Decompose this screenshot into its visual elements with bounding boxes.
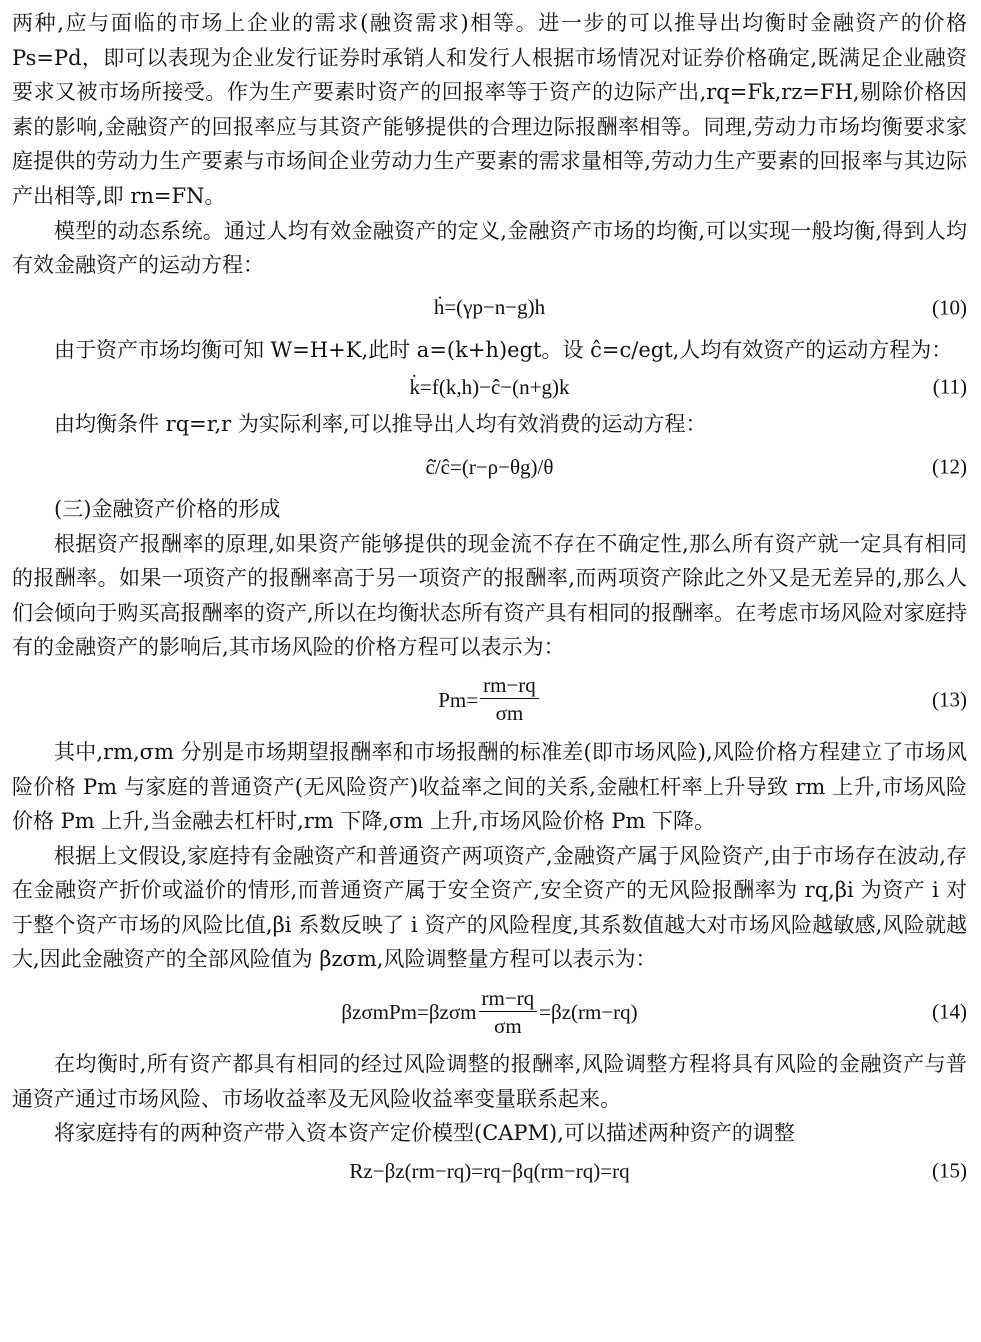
paragraph-equilibrium-return: 在均衡时,所有资产都具有相同的经过风险调整的报酬率,风险调整方程将具有风险的金融资产与普通资产通过市场风险、市场收益率及无风险收益率变量联系起来。 (12, 1052, 967, 1111)
paragraph-risk-adjustment: 根据上文假设,家庭持有金融资产和普通资产两项资产,金融资产属于风险资产,由于市场存在波动,存在金融资产折价或溢价的情形,而普通资产属于安全资产,安全资产的无风险报酬率为 rq,βi 为资产 i 对于整个资产市场的风险比值,βi 系数反映了 i 资产的风险程度,其系数值越大对市场风险越敏感,风险就越大,因此金融资产的全部风险值为 βzσm,风险调整量方程可以表示为： (12, 843, 967, 972)
equation-11 (12, 367, 967, 407)
equation-15 (12, 1151, 967, 1191)
equation-13 (12, 665, 967, 735)
equation-14 (12, 977, 967, 1047)
paragraph-consumption: 由均衡条件 rq=r,r 为实际利率,可以推导出人均有效消费的运动方程： (54, 412, 707, 437)
paragraph-market-risk: 其中,rm,σm 分别是市场期望报酬率和市场报酬的标准差(即市场风险),风险价格方程建立了市场风险价格 Pm 与家庭的普通资产(无风险资产)收益率之间的关系,金融杠杆率上升导致 rm 上升,市场风险价格 Pm 上升,当金融去杠杆时,rm 下降,σm 上升,市场风险价格 Pm 下降。 (12, 739, 967, 834)
paragraph-asset-equilibrium: 由于资产市场均衡可知 W=H+K,此时 a=(k+h)egt。设 ĉ=c/egt,人均有效资产的运动方程为： (54, 337, 953, 362)
equation-14-numerator: rm−rq (479, 985, 538, 1012)
equation-12-body: ĉ̇/ĉ=(r−ρ−θg)/θ (425, 454, 554, 479)
equation-12 (12, 442, 967, 492)
equation-15-body: Rz−βz(rm−rq)=rq−βq(rm−rq)=rq (349, 1158, 630, 1183)
paragraph-dynamic-system: 模型的动态系统。通过人均有效金融资产的定义,金融资产市场的均衡,可以实现一般均衡,得到人均有效金融资产的运动方程： (12, 218, 967, 278)
equation-10 (12, 283, 967, 333)
equation-14-denominator: σm (494, 1013, 522, 1038)
equation-13-denominator: σm (495, 701, 524, 726)
section-heading: (三)金融资产价格的形成 (54, 496, 281, 521)
equation-14-rhs: =βz(rm−rq) (539, 999, 638, 1024)
equation-12-number: (12) (932, 454, 967, 479)
equation-11-body: k̇=f(k,h)−ĉ−(n+g)k (409, 375, 570, 400)
equation-13-numerator: rm−rq (480, 672, 539, 699)
equation-11-number: (11) (932, 375, 967, 400)
paragraph-return-rate: 根据资产报酬率的原理,如果资产能够提供的现金流不存在不确定性,那么所有资产就一定具有相同的报酬率。如果一项资产的报酬率高于另一项资产的报酬率,而两项资产除此之外又是无差异的,那么人们会倾向于购买高报酬率的资产,所以在均衡状态所有资产具有相同的报酬率。在考虑市场风险对家庭持有的金融资产的影响后,其市场风险的价格方程可以表示为： (12, 531, 967, 660)
equation-10-number: (10) (932, 295, 967, 320)
equation-10-body: ḣ=(γp−n−g)h (433, 295, 546, 320)
equation-13-fraction (480, 672, 539, 727)
equation-14-fraction (479, 985, 538, 1040)
paragraph-equilibrium: 两种,应与面临的市场上企业的需求(融资需求)相等。进一步的可以推导出均衡时金融资产的价格 Ps=Pd，即可以表现为企业发行证券时承销人和发行人根据市场情况对证券价格确定,既满足企业融资要求又被市场所接受。作为生产要素时资产的回报率等于资产的边际产出,rq=Fk,rz=FH,剔除价格因素的影响,金融资产的回报率应与其资产能够提供的合理边际报酬率相等。同理,劳动力市场均衡要求家庭提供的劳动力生产要素与市场间企业劳动力生产要素的需求量相等,劳动力生产要素的回报率与其边际产出相等,即 rn=FN。 (12, 11, 967, 208)
equation-14-number: (14) (932, 999, 967, 1024)
equation-13-number: (13) (932, 687, 967, 712)
paragraph-capm: 将家庭持有的两种资产带入资本资产定价模型(CAPM),可以描述两种资产的调整 (54, 1121, 795, 1146)
equation-13-lhs: Pm= (438, 687, 479, 712)
equation-14-lhs: βzσmPm=βzσm (341, 999, 477, 1024)
equation-15-number: (15) (932, 1158, 967, 1183)
